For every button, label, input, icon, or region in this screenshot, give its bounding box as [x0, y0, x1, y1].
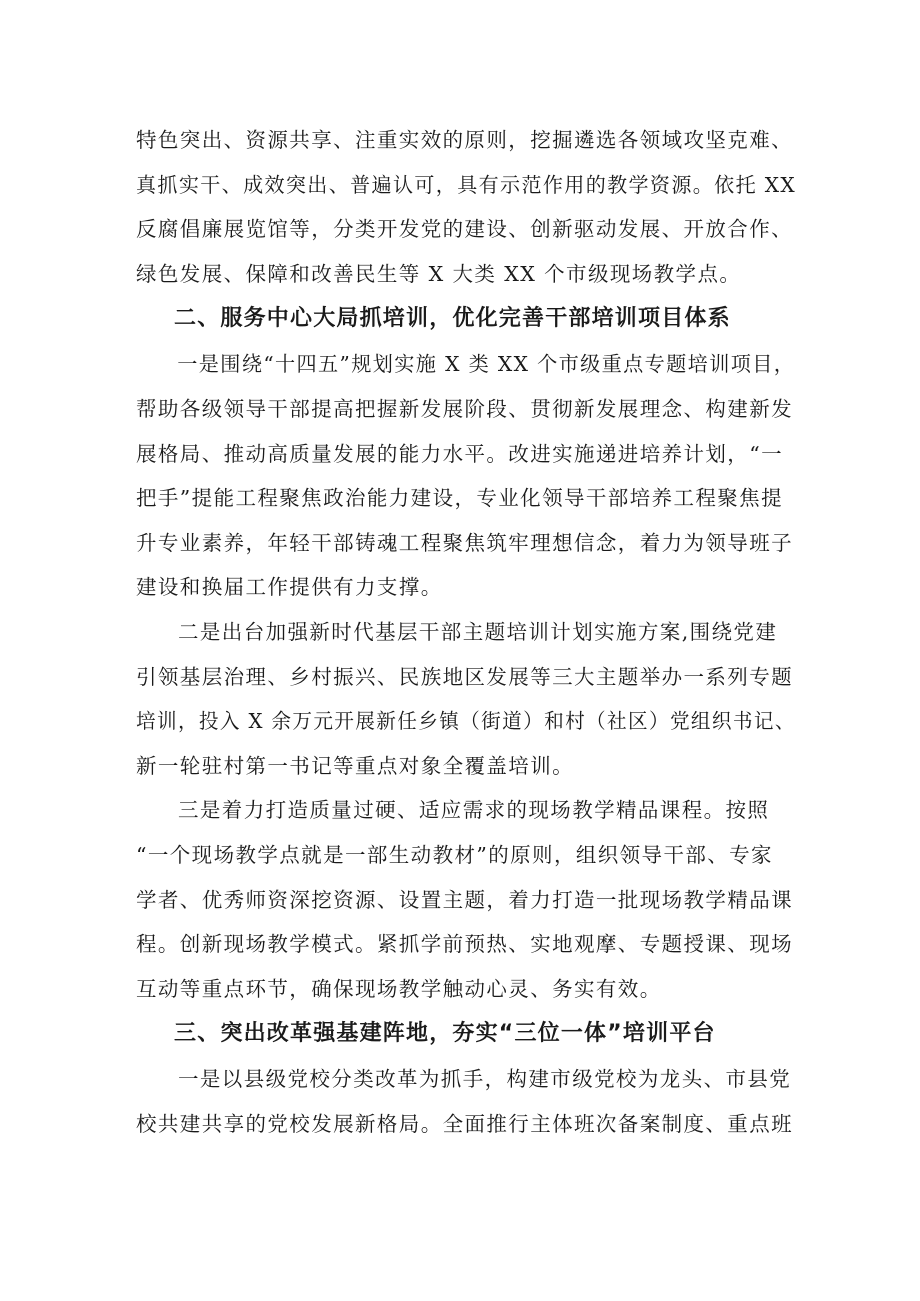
- paragraph-line: 校共建共享的党校发展新格局。全面推行主体班次备案制度、重点班: [136, 1111, 793, 1136]
- paragraph-line: 绿色发展、保障和改善民生等 X 大类 XX 个市级现场教学点。: [136, 261, 742, 286]
- paragraph-line: 新一轮驻村第一书记等重点对象全覆盖培训。: [136, 753, 574, 778]
- paragraph-line: 一是以县级党校分类改革为抓手，构建市级党校为龙头、市县党: [178, 1067, 792, 1092]
- paragraph-5: [136, 1057, 796, 1146]
- paragraph-line: 一是围绕“十四五”规划实施 X 类 XX 个市级重点专题培训项目，: [177, 352, 796, 377]
- paragraph-3: [136, 610, 796, 788]
- paragraph-line: 三是着力打造质量过硬、适应需求的现场教学精品课程。按照: [178, 798, 770, 823]
- paragraph-4: [136, 788, 796, 1011]
- paragraph-line: 培训，投入 X 余万元开展新任乡镇（街道）和村（社区）党组织书记、: [136, 709, 796, 734]
- section-heading-2: 二、服务中心大局抓培训，优化完善干部培训项目体系: [174, 306, 731, 332]
- paragraph-line: 程。创新现场教学模式。紧抓学前预热、实地观摩、专题授课、现场: [136, 932, 793, 957]
- paragraph-line: 特色突出、资源共享、注重实效的原则，挖掘遴选各领域攻坚克难、: [136, 128, 793, 152]
- section-heading-3: 三、突出改革强基建阵地，夯实“三位一体”培训平台: [174, 1021, 716, 1047]
- paragraph-line: 真抓实干、成效突出、普遍认可，具有示范作用的教学资源。依托 XX: [136, 172, 797, 197]
- paragraph-line: 二是出台加强新时代基层干部主题培训计划实施方案,围绕党建: [178, 619, 778, 644]
- paragraph-line: 帮助各级领导干部提高把握新发展阶段、贯彻新发展理念、构建新发: [136, 396, 793, 421]
- document-body: [136, 118, 796, 1146]
- paragraph-line: 引领基层治理、乡村振兴、民族地区发展等三大主题举办一系列专题: [136, 664, 793, 689]
- paragraph-line: 把手”提能工程聚焦政治能力建设，专业化领导干部培养工程聚焦提: [136, 486, 783, 511]
- paragraph-1: [136, 118, 796, 296]
- paragraph-line: 展格局、推动高质量发展的能力水平。改进实施递进培养计划，“一: [136, 441, 783, 466]
- paragraph-2: [136, 342, 796, 610]
- paragraph-line: “一个现场教学点就是一部生动教材”的原则，组织领导干部、专家: [136, 842, 773, 867]
- paragraph-line: 建设和换届工作提供有力支撑。: [136, 575, 443, 600]
- paragraph-line: 学者、优秀师资深挖资源、设置主题，着力打造一批现场教学精品课: [136, 887, 793, 912]
- paragraph-line: 反腐倡廉展览馆等，分类开发党的建设、创新驱动发展、开放合作、: [136, 217, 793, 242]
- paragraph-line: 升专业素养，年轻干部铸魂工程聚焦筑牢理想信念，着力为领导班子: [136, 530, 793, 555]
- paragraph-line: 互动等重点环节，确保现场教学触动心灵、务实有效。: [136, 976, 662, 1001]
